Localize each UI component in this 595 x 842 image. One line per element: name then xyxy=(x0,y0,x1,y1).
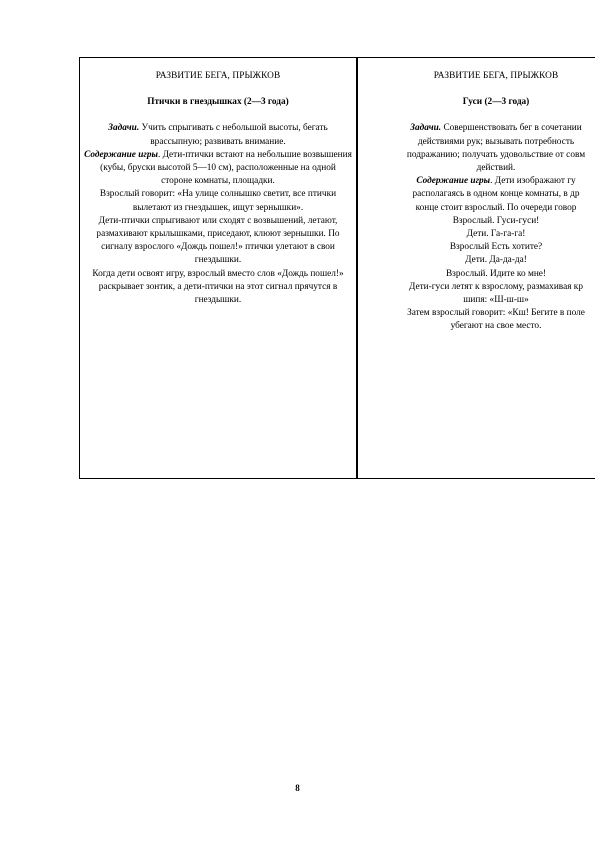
dialog-line: убегают на свое место. xyxy=(450,321,542,332)
game-title: Птички в гнездышках (2—3 года) xyxy=(147,97,289,108)
task-line xyxy=(362,122,595,135)
dialog-line: Дети. Га-га-га! xyxy=(466,229,526,240)
cards-divider xyxy=(356,57,358,479)
task-line: действий. xyxy=(476,163,516,174)
card-geese xyxy=(362,70,595,334)
task-label: Задачи. xyxy=(410,123,442,134)
dialog-line: Взрослый. Гуси-гуси! xyxy=(452,215,540,226)
content-text: . Дети изображают гу xyxy=(490,176,576,187)
body-paragraph: Взрослый говорит: «На улице солнышко светит, все птички вылетают из гнездышек, ищут зернышки». xyxy=(99,189,337,213)
page-number: 8 xyxy=(295,783,300,793)
task-line: подражанию; получать удовольствие от совм xyxy=(406,149,586,160)
content-line xyxy=(362,175,595,188)
task-line: действиями рук; вызывать потребность xyxy=(417,136,575,147)
body-paragraph: Когда дети освоят игру, взрослый вместо слов «Дождь пошел!» раскрывает зонтик, а дети-птички на этот сигнал прячутся в гнездышки. xyxy=(92,268,344,306)
task-text: Учить спрыгивать с небольшой высоты, бегать врассыпную; развивать внимание. xyxy=(139,123,328,147)
task-paragraph xyxy=(84,122,352,148)
task-text: Совершенствовать бег в сочетании xyxy=(441,123,582,134)
dialog-line: шипя: «Ш-ш-ш» xyxy=(463,295,529,306)
content-line: конце стоит взрослый. По очереди говор xyxy=(415,202,577,213)
card-birds-in-nests xyxy=(84,70,352,307)
dialog-line: Затем взрослый говорит: «Кш! Бегите в поле xyxy=(407,308,585,319)
content-label: Содержание игры xyxy=(416,176,491,187)
section-heading: РАЗВИТИЕ БЕГА, ПРЫЖКОВ xyxy=(155,71,281,81)
section-heading: РАЗВИТИЕ БЕГА, ПРЫЖКОВ xyxy=(433,71,559,81)
content-paragraph xyxy=(84,149,352,189)
dialog-line: Дети-гуси летят к взрослому, размахивая кр xyxy=(409,281,583,292)
dialog-line: Дети. Да-да-да! xyxy=(465,255,527,266)
game-title: Гуси (2—3 года) xyxy=(462,97,530,108)
content-line: располагаясь в одном конце комнаты, в др xyxy=(412,189,580,200)
content-label: Содержание игры xyxy=(84,149,158,160)
dialog-line: Взрослый Есть хотите? xyxy=(449,242,543,253)
body-paragraph: Дети-птички спрыгивают или сходят с возвышений, летают, размахивают крылышками, приседают, клюют зернышки. По сигналу взрослого «Дождь пошел!» птички улетают в свои гнездышки. xyxy=(96,215,340,266)
task-label: Задачи. xyxy=(108,123,140,134)
content-text: . Дети-птички встают на небольшие возвышения (кубы, бруски высотой 5—10 см), расположенные на одной стороне комнаты, площадки. xyxy=(100,149,352,187)
dialog-line: Взрослый. Идите ко мне! xyxy=(445,268,547,279)
